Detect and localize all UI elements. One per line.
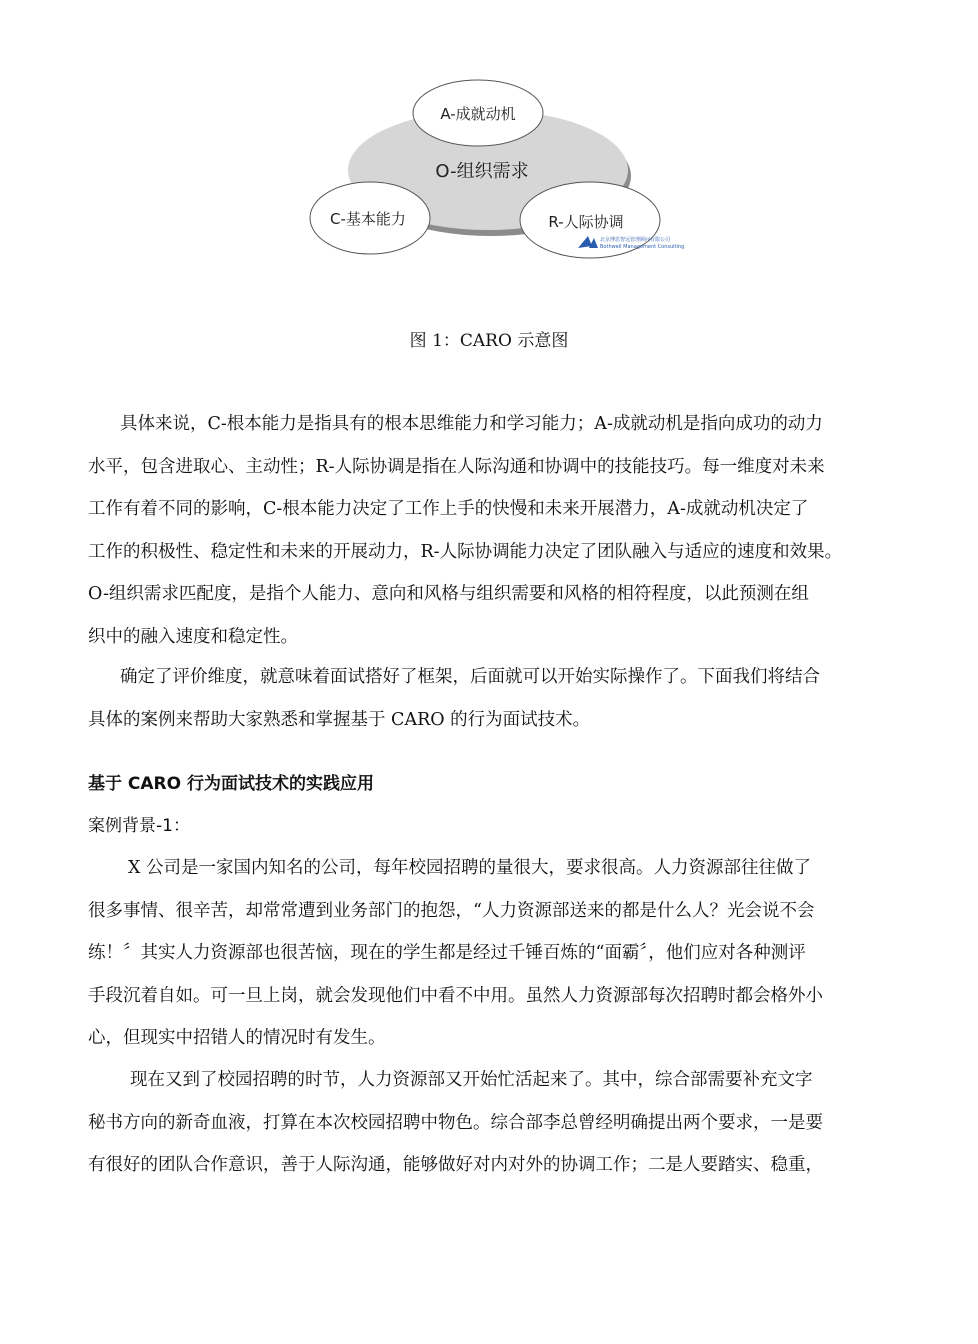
paragraph-line: 心，但现实中招错人的情况时有发生。 <box>88 1028 386 1048</box>
paragraph-line: 水平，包含进取心、主动性；R-人际协调是指在人际沟通和协调中的技能技巧。每一维度对未来 <box>88 456 825 477</box>
paragraph-line: O-组织需求匹配度，是指个人能力、意向和风格与组织需要和风格的相符程度，以此预测在组 <box>88 584 809 604</box>
paragraph-caro-dimensions <box>88 403 940 658</box>
case-label: 案例背景-1： <box>88 816 190 836</box>
paragraph-line: 确定了评价维度，就意味着面试搭好了框架，后面就可以开始实际操作了。下面我们将结合 <box>120 667 820 687</box>
caro-diagram <box>306 80 685 258</box>
organization-label: O-组织需求 <box>435 161 529 182</box>
paragraph-line: 具体的案例来帮助大家熟悉和掌握基于 CARO 的行为面试技术。 <box>88 709 591 730</box>
paragraph-line: 现在又到了校园招聘的时节，人力资源部又开始忙活起来了。其中，综合部需要补充文字 <box>130 1070 813 1090</box>
paragraph-line: 手段沉着自如。可一旦上岗，就会发现他们中看不中用。虽然人力资源部每次招聘时都会格外小 <box>88 985 823 1006</box>
paragraph-recruitment-season <box>88 1059 940 1187</box>
logo-chinese-text: 北京博思智远管理顾问有限公司 <box>600 237 671 243</box>
paragraph-line: 织中的融入速度和稳定性。 <box>88 626 298 647</box>
paragraph-line: 秘书方向的新奇血液，打算在本次校园招聘中物色。综合部李总曾经明确提出两个要求，一是要 <box>88 1112 823 1133</box>
paragraph-line: 很多事情、很辛苦，却常常遭到业务部门的抱怨，“人力资源部送来的都是什么人？光会说不会 <box>88 900 815 921</box>
paragraph-line: 具体来说，C-根本能力是指具有的根本思维能力和学习能力；A-成就动机是指向成功的动力 <box>120 414 823 434</box>
figure-caption: 图 1：CARO 示意图 <box>409 331 569 351</box>
section-heading: 基于 CARO 行为面试技术的实践应用 <box>88 774 375 794</box>
logo-english-text: Bothwell Management Consulting <box>600 244 685 250</box>
paragraph-case-background <box>88 847 940 1060</box>
paragraph-line: 工作有着不同的影响，C-根本能力决定了工作上手的快慢和未来开展潜力，A-成就动机决定了 <box>88 499 809 519</box>
paragraph-line: 有很好的团队合作意识，善于人际沟通，能够做好对内对外的协调工作；二是人要踏实、稳重， <box>88 1155 823 1175</box>
relationship-label: R-人际协调 <box>548 213 624 231</box>
achievement-label: A-成就动机 <box>440 105 516 123</box>
paragraph-line: 工作的积极性、稳定性和未来的开展动力，R-人际协调能力决定了团队融入与适应的速度和效果。 <box>88 541 843 562</box>
paragraph-line: 练！〞其实人力资源部也很苦恼，现在的学生都是经过千锤百炼的“面霸〞，他们应对各种测评 <box>88 943 806 963</box>
capability-label: C-基本能力 <box>330 210 406 228</box>
paragraph-framework <box>88 656 940 741</box>
paragraph-line: X 公司是一家国内知名的公司，每年校园招聘的量很大，要求很高。人力资源部往往做了 <box>128 858 812 878</box>
